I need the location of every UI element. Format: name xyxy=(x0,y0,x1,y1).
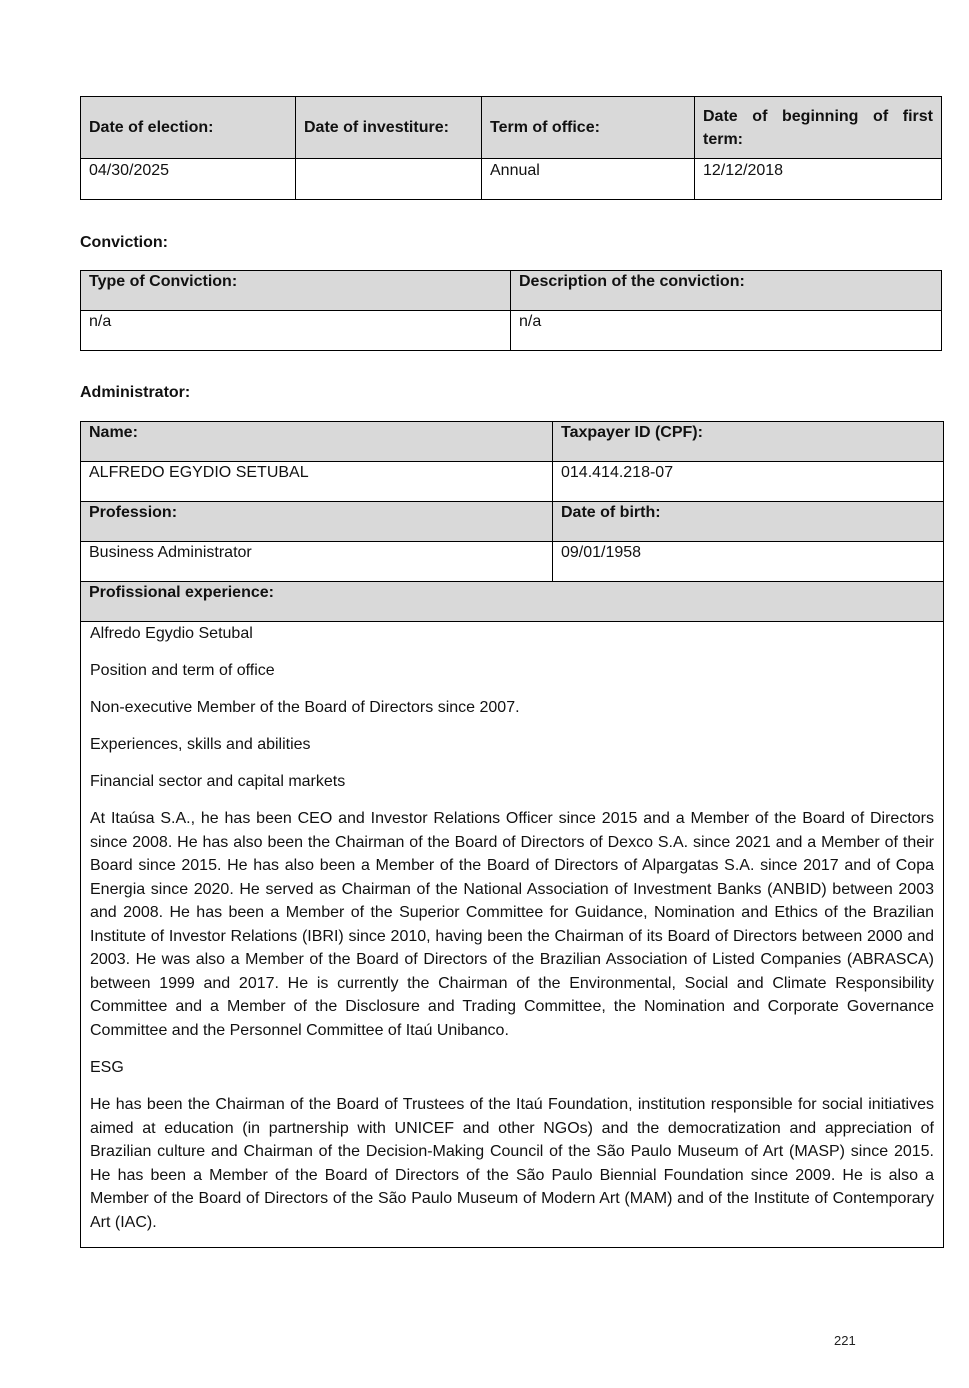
value-description-of-conviction: n/a xyxy=(511,311,942,351)
experience-esg-heading: ESG xyxy=(90,1059,124,1076)
header-profession: Profession: xyxy=(81,502,553,542)
header-date-of-first-term: Date of beginning of first term: xyxy=(695,97,942,159)
value-name: ALFREDO EGYDIO SETUBAL xyxy=(81,462,553,502)
experience-skills-heading: Experiences, skills and abilities xyxy=(90,736,311,753)
experience-skills-area: Financial sector and capital markets xyxy=(90,773,346,790)
value-date-of-first-term: 12/12/2018 xyxy=(695,159,942,200)
header-name: Name: xyxy=(81,422,553,462)
header-date-of-election: Date of election: xyxy=(81,97,296,159)
value-type-of-conviction: n/a xyxy=(81,311,511,351)
value-date-of-investiture xyxy=(296,159,482,200)
experience-position-heading: Position and term of office xyxy=(90,662,275,679)
conviction-label: Conviction: xyxy=(80,234,168,251)
administrator-label: Administrator: xyxy=(80,384,191,401)
administrator-table xyxy=(80,421,944,1248)
professional-experience-body xyxy=(81,622,944,1248)
value-profession: Business Administrator xyxy=(81,542,553,582)
value-date-of-election: 04/30/2025 xyxy=(81,159,296,200)
value-date-of-birth: 09/01/1958 xyxy=(553,542,944,582)
header-type-of-conviction: Type of Conviction: xyxy=(81,271,511,311)
header-professional-experience: Profissional experience: xyxy=(81,582,944,622)
experience-career-paragraph: At Itaúsa S.A., he has been CEO and Investor Relations Officer since 2015 and a Member of the Board of Directors since 2008. He has also been the Chairman of the Board of Directors of Dexco S.A. since 2021 and a Member of their Board since 2015. He has also been a Member of the Board of Directors of Alpargatas S.A. since 2017 and of Copa Energia since 2020. He served as Chairman of the National Association of Investment Banks (ANBID) between 2003 and 2008. He has been a Member of the Superior Committee for Guidance, Nomination and Ethics of the Brazilian Institute of Investor Relations (IBRI) since 2010, having been the Chairman of its Board of Directors between 2000 and 2003. He was also a Member of the Board of Directors of the Brazilian Association of Listed Companies (ABRASCA) between 1999 and 2017. He is currently the Chairman of the Environmental, Social and Climate Responsibility Committee and a Member of the Disclosure and Trading Committee, the Nomination and Corporate Governance Committee and the Personnel Committee of Itaú Unibanco. xyxy=(90,810,934,1039)
header-date-of-birth: Date of birth: xyxy=(553,502,944,542)
header-description-of-conviction: Description of the conviction: xyxy=(511,271,942,311)
header-term-of-office: Term of office: xyxy=(482,97,695,159)
page-number: 221 xyxy=(834,1333,856,1348)
experience-esg-paragraph: He has been the Chairman of the Board of Trustees of the Itaú Foundation, institution responsible for social initiatives aimed at education (in partnership with UNICEF and other NGOs) and the democratization and appreciation of Brazilian culture and Chairman of the Decision-Making Council of the São Paulo Museum of Art (MASP) since 2015. He has been a Member of the Board of Directors of the São Paulo Biennial Foundation since 2009. He is also a Member of the Board of Directors of the São Paulo Museum of Modern Art (MAM) and of the Institute of Contemporary Art (IAC). xyxy=(90,1096,934,1231)
header-date-of-investiture: Date of investiture: xyxy=(296,97,482,159)
conviction-table xyxy=(80,270,942,351)
value-term-of-office: Annual xyxy=(482,159,695,200)
experience-person-name: Alfredo Egydio Setubal xyxy=(90,625,253,642)
experience-position-text: Non-executive Member of the Board of Directors since 2007. xyxy=(90,699,520,716)
header-taxpayer-id: Taxpayer ID (CPF): xyxy=(553,422,944,462)
value-taxpayer-id: 014.414.218-07 xyxy=(553,462,944,502)
mandate-table xyxy=(80,96,942,200)
